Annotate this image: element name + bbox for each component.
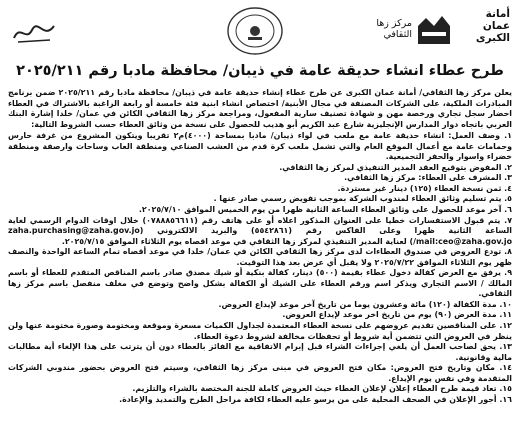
logo-line: الكبرى <box>475 32 510 44</box>
list-item: ٢. المفوض بتوقيع العقد المدير التنفيذي لمركز زها الثقافي. <box>279 162 512 172</box>
seal-icon <box>226 6 284 56</box>
zaha-center-label <box>360 18 412 40</box>
signature-mark <box>10 18 58 48</box>
list-item: ١. وصف العمل: انشاء حديقة عامة مع ملعب في لواء ذيبان/ مادبا بمساحة (٤٠٠٠)م٢ تقريبا ويتكون المشروع من غرفة حارس وحمامات عامة مع أعمال الموقع العام والتي تشمل ملعب كرة قدم من العشب الصناعي ومنطقة العاب وساحات وارصفة ومنطقة خضراء واسوار والحفر التجميعية. <box>8 131 512 162</box>
logo-line: عمان <box>482 20 510 32</box>
amanah-logo <box>360 8 510 56</box>
list-item: ١٤. مكان وتاريخ فتح العروض: مكان فتح العروض في مبنى مركز زها الثقافي، وسيتم فتح العروض بحضور مندوبي الشركات المتقدمة وفي نفس يوم الإيداع. <box>8 363 512 383</box>
amanah-emblem-icon <box>414 10 454 50</box>
announcement-body <box>8 88 512 405</box>
list-item: ١٢. على المناقصين تقديم عروضهم على نسخة العطاء المعتمدة لجداول الكميات مسعرة وموقعة ومختومة وصورة مختومة عنها ولن ينظر في العروض التي تتضمن أية شروط أو تحفظات مخالفة لشروط دعوة العطاء. <box>8 321 512 341</box>
list-item: ٧. يتم قبول الاستفسارات خطيا على العنوان المذكور اعلاه أو على هاتف رقم (٠٧٨٨٨٥٦٦١١) خلال اوقات الدوام الرسمي لغاية الساعة الثانية ظهرا وعلى الفاكس رقم (٥٥٤٢٨٦١) والبريد الالكتروني (zaha.purchasing@zaha.gov.jo /mail:ceo@zaha.gov.jo) لعناية المدير التنفيذي لمركز زها الثقافي في موعد اقصاه يوم الثلاثاء الموافق ٢٠٢٥/٧/١٥. <box>8 215 513 246</box>
center-line: الثقافي <box>383 29 412 40</box>
list-item: ١٥. تعاد قيمة طرح العطاء إعلان لإعلان العطاء حيث العروض كاملة للجنة المختصة بالشراء والتلزيم. <box>132 384 512 394</box>
list-item: ١٦. أجور الإعلان في الصحف المحلية على من يرسو عليه العطاء لكافة مراحل الطرح والتمديد والإعادة. <box>119 394 512 404</box>
intro-paragraph: يعلن مركز زها الثقافي/ أمانة عمان الكبرى عن طرح عطاء إنشاء حديقة عامة في ذيبان/ محافظة مادبا رقم ٢٠٢٥/٢١١ ضمن برنامج المبادرات الملكية، على الشركات المصنفة في مجال الأبنية/ اختصاص انشاء ابنية فئة خامسة أو رابعة الراغبة بالاشتراك في العطاء احضار سجل تجاري ورخصة مهن و شهادة تصنيف سارية المفعول، ومراجعة مركز زها الثقافي الكائن في عمان/ خلدا إشارة البنك العربي باتجاه دوار المدارس الإنجليزية شارع عبد الكريم أبو هديب للحصول على نسخة من وثائق العطاء حسب الشروط التالية: <box>8 88 512 129</box>
logo-text <box>454 8 510 44</box>
list-item: ١١. مدة العرض (٩٠) يوم من تاريخ اخر موعد لإيداع العروض. <box>282 310 512 320</box>
logo-line: أمانة <box>485 8 510 20</box>
center-line: مركز زها <box>376 18 412 29</box>
list-item: ٨. تودع العروض في صندوق العطاءات لدى مركز زها الثقافي الكائن في عمان/ خلدا في موعد أقصاه تمام الساعة الواحدة والنصف ظهر يوم الثلاثاء الموافق ٢٠٢٥/٧/٢٢ ولا يقبل أي عرض بعد هذا التوقيت. <box>8 247 512 267</box>
list-item: ١٣. يحق لصاحب العمل أن يلغي إجراءات الشراء قبل إبرام الاتفاقية مع الفائز بالعطاء دون أن يترتب على هذا الإلغاء أية مطالبات مالية وقانونية. <box>8 342 512 362</box>
list-item: ١٠. مدة الكفالة (١٢٠) مائة وعشرون يوما من تاريخ آخر موعد لإيداع العروض. <box>218 299 512 309</box>
list-item: ٦. آخر موعد للحصول على وثائق العطاء الساعة الثانية ظهرا من يوم الخميس الموافق ٢٠٢٥/٧/١٠. <box>138 205 512 215</box>
page-title: طرح عطاء انشاء حديقة عامة في ذيبان/ محافظة مادبا رقم ٢٠٢٥/٢١١ <box>16 63 504 79</box>
header <box>0 4 520 60</box>
list-item: ٣. المشرف على العطاء: مركز زها الثقافي. <box>344 173 512 183</box>
list-item: ٤. ثمن نسخة العطاء (١٢٥) دينار غير مستردة. <box>337 183 512 193</box>
list-item: ٩. يرفق مع العرض كفالة دخول عطاء بقيمة (٥٠٠) دينار، كفالة بنكية أو شيك مصدق صادر باسم المناقص المتقدم للعطاء أو باسم المالك / الاسم التجاري ويذكر اسم ورقم العطاء على الشيك أو الكفالة بشكل واضح وتوضع في مغلف منفصل باسم مركز زها الثقافي. <box>8 268 513 299</box>
list-item: ٥. يتم تسليم وثائق العطاء لمندوب الشركة بموجب تفويض رسمي صادر عنها . <box>213 194 512 204</box>
